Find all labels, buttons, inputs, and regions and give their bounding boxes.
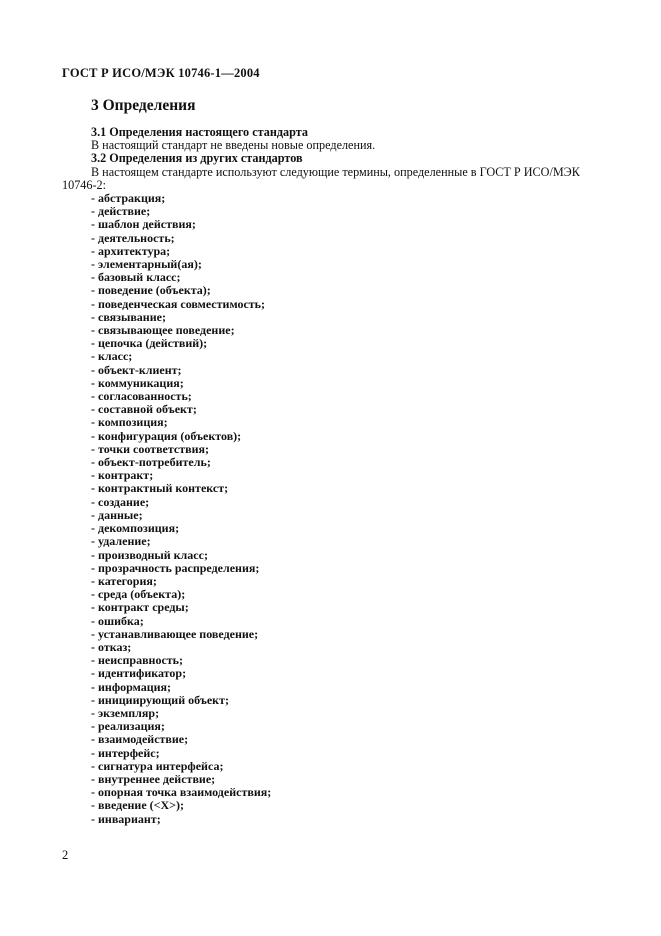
term-list — [62, 192, 602, 826]
term-item: - реализация; — [91, 719, 165, 734]
term-item: - связывание; — [91, 309, 166, 324]
term-item: - связывающее поведение; — [91, 323, 235, 338]
term-item: - композиция; — [91, 415, 168, 430]
term-item: - создание; — [91, 494, 150, 509]
term-item: - взаимодействие; — [91, 732, 189, 747]
term-item: - экземпляр; — [91, 705, 160, 720]
term-item: - внутреннее действие; — [91, 771, 216, 786]
term-item: - прозрачность распределения; — [91, 560, 260, 575]
term-item: - объект-потребитель; — [91, 455, 211, 470]
term-item: - декомпозиция; — [91, 521, 180, 536]
term-item: - неисправность; — [91, 653, 184, 668]
term-item: - цепочка (действий); — [91, 336, 208, 351]
term-item: - данные; — [91, 507, 143, 522]
term-item: - элементарный(ая); — [91, 257, 202, 272]
term-item: - контракт среды; — [91, 600, 189, 615]
term-item: - поведенческая совместимость; — [91, 296, 266, 311]
document-body — [62, 126, 602, 826]
term-item: - отказ; — [91, 639, 132, 654]
subsection-3-1-text: В настоящий стандарт не введены новые определения. — [91, 138, 376, 153]
term-item: - архитектура; — [91, 243, 171, 258]
term-item: - поведение (объекта); — [91, 283, 211, 298]
term-item: - согласованность; — [91, 389, 192, 404]
subsection-3-1-title: 3.1 Определения настоящего стандарта — [91, 125, 308, 139]
term-item: - сигнатура интерфейса; — [91, 758, 224, 773]
term-item: - инвариант; — [91, 811, 161, 826]
page-number: 2 — [62, 848, 69, 862]
subsection-3-2-title: 3.2 Определения из других стандартов — [91, 151, 303, 166]
term-item: - инициирующий объект; — [91, 692, 229, 707]
term-item: - контрактный контекст; — [91, 481, 229, 496]
term-item: - деятельность; — [91, 230, 175, 245]
term-item: - идентификатор; — [91, 666, 187, 681]
term-item: - среда (объекта); — [91, 587, 186, 602]
term-item: - абстракция; — [91, 191, 166, 206]
term-item: - базовый класс; — [91, 270, 181, 285]
term-item: - опорная точка взаимодействия; — [91, 785, 272, 800]
term-item: - коммуникация; — [91, 375, 184, 390]
term-item: - информация; — [91, 679, 172, 694]
term-item: - составной объект; — [91, 402, 197, 417]
term-item: - шаблон действия; — [91, 217, 196, 232]
term-item: - ошибка; — [91, 613, 144, 628]
term-item: - удаление; — [91, 534, 151, 549]
term-item: - устанавливающее поведение; — [91, 626, 259, 641]
term-item: - объект-клиент; — [91, 362, 182, 377]
term-item: - введение (<X>); — [91, 798, 185, 813]
term-item: - контракт; — [91, 468, 154, 483]
subsection-3-2-text: В настоящем стандарте используют следующие термины, определенные в ГОСТ Р ИСО/МЭК 10746-2: — [62, 164, 580, 192]
term-item: - точки соответствия; — [91, 441, 210, 456]
term-item: - категория; — [91, 573, 157, 588]
term-item: - действие; — [91, 204, 151, 219]
term-item: - конфигурация (объектов); — [91, 428, 242, 443]
term-item: - производный класс; — [91, 547, 208, 562]
document-header: ГОСТ Р ИСО/МЭК 10746-1—2004 — [62, 66, 260, 80]
term-item: - класс; — [91, 349, 133, 364]
section-title: 3 Определения — [91, 97, 196, 114]
term-item: - интерфейс; — [91, 745, 160, 760]
